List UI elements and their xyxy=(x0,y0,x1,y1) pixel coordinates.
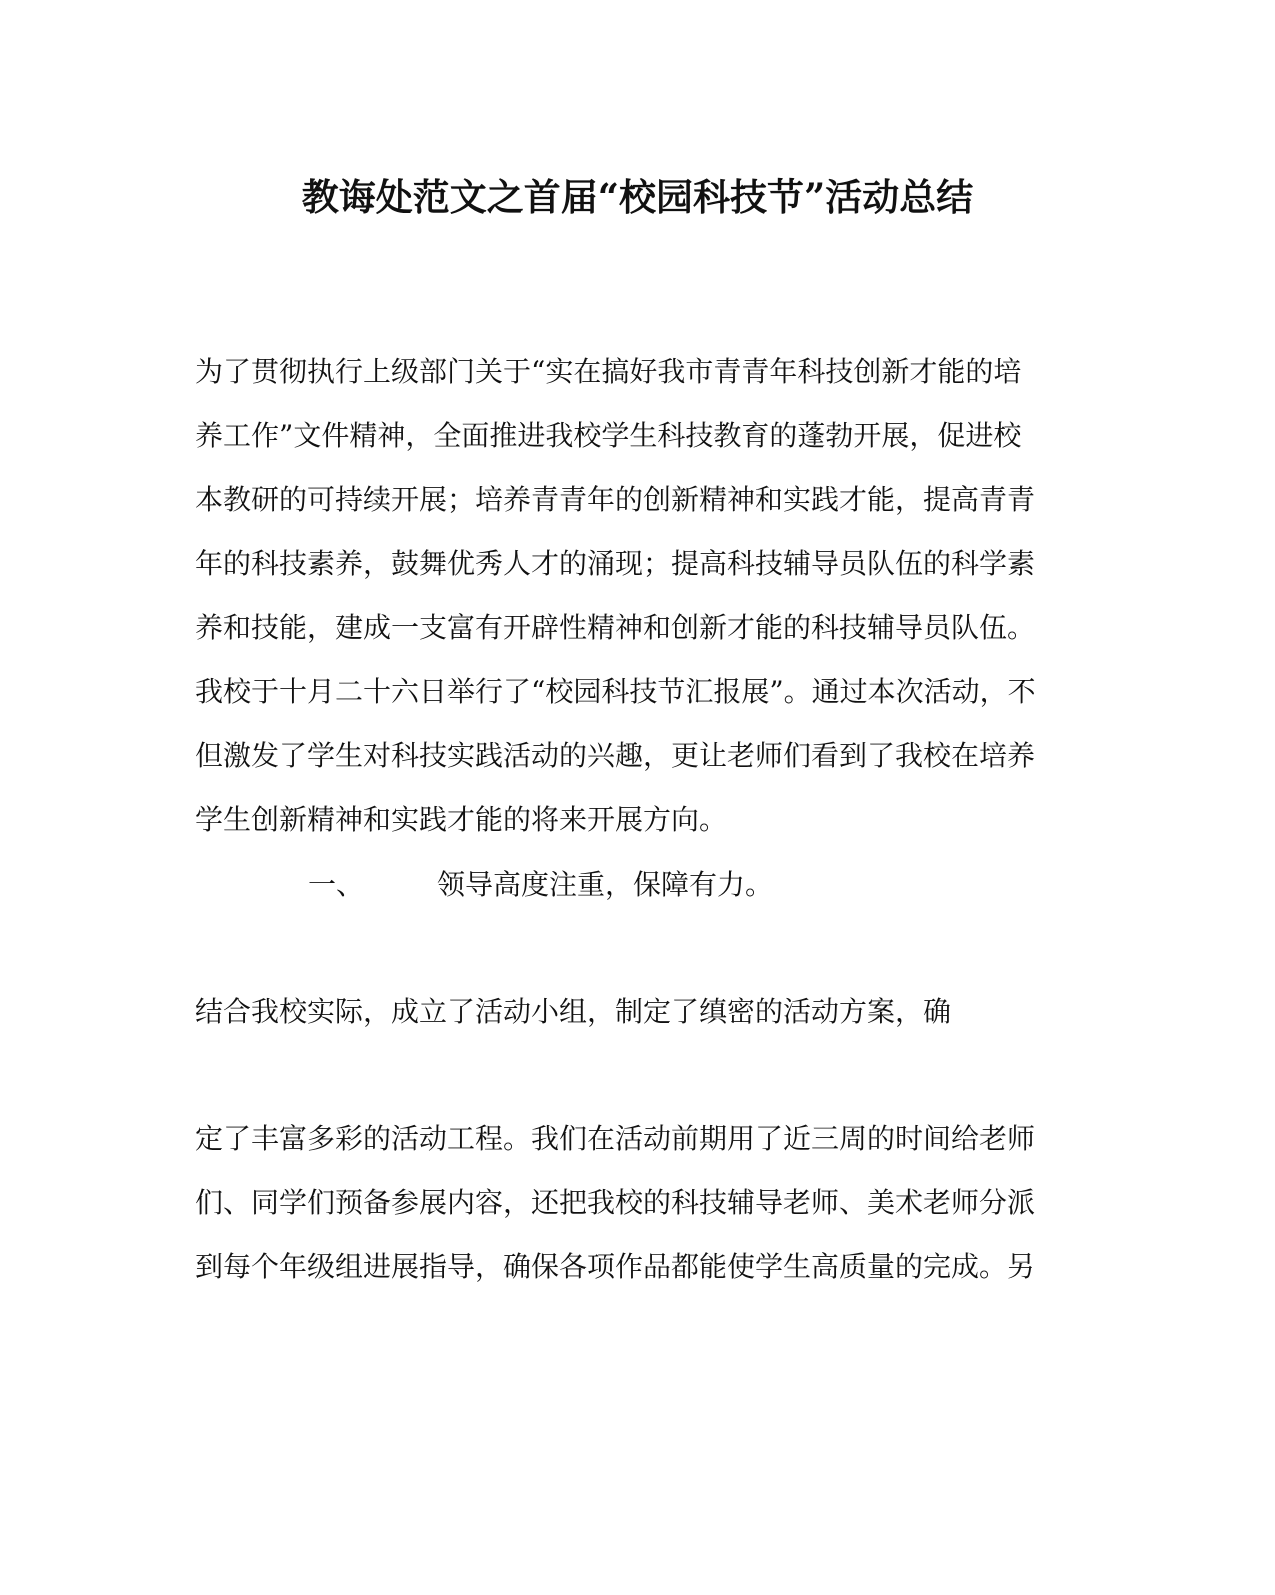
intro-line-8: 学生创新精神和实践才能的将来开展方向。 xyxy=(195,803,728,836)
section-1-number: 一、 xyxy=(308,868,365,901)
section-1-heading: 领导高度注重，保障有力。 xyxy=(437,868,774,901)
intro-line-2: 养工作”文件精神，全面推进我校学生科技教育的蓬勃开展，促进校 xyxy=(195,419,1022,452)
intro-line-1: 为了贯彻执行上级部门关于“实在搞好我市青青年科技创新才能的培 xyxy=(195,355,1022,388)
document-title: 教诲处范文之首届“校园科技节”活动总结 xyxy=(301,175,974,219)
section-1-line-3: 们、同学们预备参展内容，还把我校的科技辅导老师、美术老师分派 xyxy=(195,1186,1036,1219)
section-1-line-4: 到每个年级组进展指导，确保各项作品都能使学生高质量的完成。另 xyxy=(195,1250,1036,1283)
intro-line-5: 养和技能，建成一支富有开辟性精神和创新才能的科技辅导员队伍。 xyxy=(195,611,1036,644)
intro-line-6: 我校于十月二十六日举行了“校园科技节汇报展”。通过本次活动，不 xyxy=(195,675,1036,708)
intro-line-4: 年的科技素养，鼓舞优秀人才的涌现；提高科技辅导员队伍的科学素 xyxy=(195,547,1036,580)
intro-line-7: 但激发了学生对科技实践活动的兴趣，更让老师们看到了我校在培养 xyxy=(195,739,1036,772)
intro-line-3: 本教研的可持续开展；培养青青年的创新精神和实践才能，提高青青 xyxy=(195,483,1036,516)
section-1-line-1: 结合我校实际，成立了活动小组，制定了缜密的活动方案，确 xyxy=(195,995,952,1028)
section-1-line-2: 定了丰富多彩的活动工程。我们在活动前期用了近三周的时间给老师 xyxy=(195,1122,1036,1155)
